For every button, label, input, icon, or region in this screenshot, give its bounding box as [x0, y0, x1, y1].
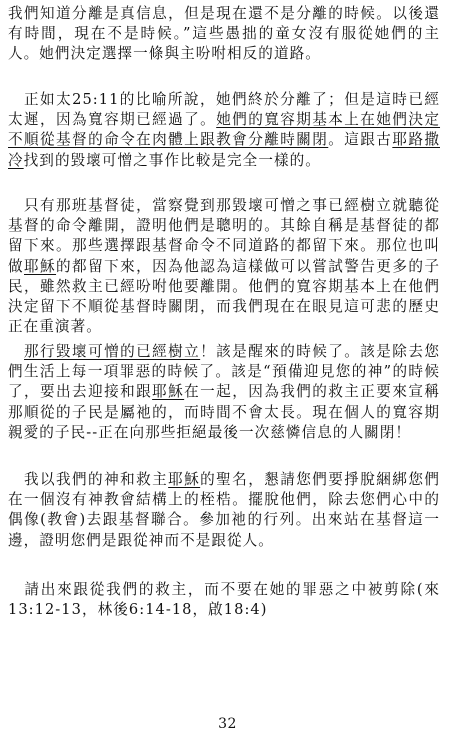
body-text: 的聖名，懇請您們要掙脫綑綁您們在一個沒有神教會結構上的桎梏。擺脫他們，除去您們心中的偶像(教會)去跟基督聯合。參加祂的行列。出來站在基督這一邊，證明您們是跟從神而不是跟從人。 — [8, 471, 440, 549]
body-text: 找到的毀壞可憎之事作比較是完全一樣的。 — [23, 151, 321, 169]
underlined-text: 耶路撒冷 — [8, 131, 440, 169]
paragraph-3 — [8, 196, 440, 337]
body-text: 請出來跟從我們的救主，而不要在她的罪惡之中被剪除(來13:12-13，林後6:14-18，啟18:4) — [8, 581, 440, 619]
underlined-text: 那行毀壞可憎的已經樹立 — [24, 343, 201, 360]
page-number: 32 — [218, 716, 237, 732]
underlined-text: 她們的寬容期基本上在她們決定不順從基督的命令在肉體上跟教會分離時關閉 — [8, 111, 441, 149]
body-text: 在一起，因為我們的救主正要來宣稱那順從的子民是屬祂的，而時間不會太長。現在個人的寬容期親愛的子民--正在向那些拒絕最後一次慈憐信息的人關閉！ — [8, 383, 440, 441]
paragraph-6 — [8, 580, 440, 620]
underlined-text: 耶穌 — [24, 257, 57, 275]
underlined-text: 耶穌 — [152, 383, 185, 401]
body-text: 只有那班基督徒，當察覺到那毀壞可憎之事已經樹立就聽從基督的命令離開，證明他們是聰明的。其餘自稱是基督徒的都留下來。那些選擇跟基督命令不同道路的都留下來。那位也叫做 — [8, 197, 440, 275]
body-text: ！該是醒來的時候了。該是除去您們生活上每一項罪惡的時候了。該是“預備迎見您的神”的時候了，要出去迎接和跟 — [8, 343, 440, 401]
paragraph-4 — [8, 342, 440, 443]
body-text: 的都留下來，因為他認為這樣做可以嘗試警告更多的子民，雖然救主已經吩咐他要離開。他們的寬容期基本上在他們決定留下不順從基督時關閉，而我們現在在眼見這可悲的歷史正在重演著。 — [8, 257, 440, 336]
paragraph-5 — [8, 470, 440, 551]
body-text: 。這跟古 — [328, 131, 393, 149]
body-text: 我以我們的神和救主 — [8, 471, 169, 488]
paragraph-1 — [8, 4, 440, 65]
body-text: 正如太25:11的比喻所說，她們終於分離了；但是這時已經太遲，因為寬容期已經過了。 — [8, 91, 440, 129]
body-text: 我們知道分離是真信息，但是現在還不是分離的時候。以後還有時間，現在不是時候。”這些愚拙的童女沒有服從她們的主人。她們決定選擇一條與主吩咐相反的道路。 — [8, 5, 440, 63]
underlined-text: 耶穌 — [168, 471, 201, 488]
paragraph-2 — [8, 90, 440, 171]
body-text — [8, 343, 24, 360]
